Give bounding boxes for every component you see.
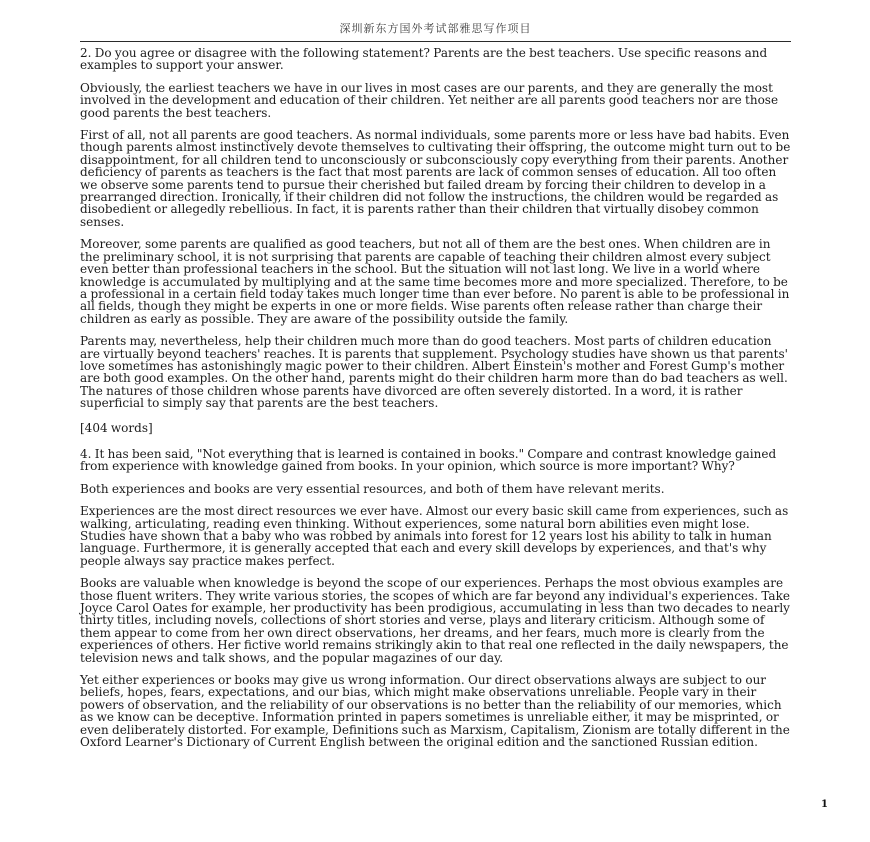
page-number: 1 xyxy=(821,799,828,810)
essay-paragraph: Books are valuable when knowledge is beyond the scope of our experiences. Perhaps the most obvious examples are those fluent writers. They write various stories, the scopes of which are far beyond any individual's experiences. Take Joyce Carol Oates for example, her productivity has been prodigious, accumulating in less than two decades to nearly thirty titles, including novels, collections of short stories and verse, plays and literary criticism. Although some of them appear to come from her own direct observations, her dreams, and her fears, much more is clearly from the experiences of others. Her fictive world remains strikingly akin to that real one reflected in the daily newspapers, the television news and talk shows, and the popular magazines of our day. xyxy=(80,576,790,665)
essay-paragraph: Moreover, some parents are qualified as good teachers, but not all of them are the best ones. When children are in the preliminary school, it is not surprising that parents are capable of teaching their children almost every subject even better than professional teachers in the school. But the situation will not last long. We live in a world where knowledge is accumulated by multiplying and at the same time becomes more and more specialized. Therefore, to be a professional in a certain field today takes much longer time than ever before. No parent is able to be professional in all fields, though they might be experts in one or more fields. Wise parents often release rather than charge their children as early as possible. They are aware of the possibility outside the family. xyxy=(80,237,790,326)
essay-question-parents: 2. Do you agree or disagree with the following statement? Parents are the best teachers. Use specific reasons and examples to support your answer. xyxy=(80,46,768,73)
header-title: 深圳新东方国外考试部雅思写作项目 xyxy=(339,22,532,35)
essay-question-books: 4. It has been said, "Not everything that is learned is contained in books." Compare and contrast knowledge gained from experience with knowledge gained from books. In your opinion, which source is more important? Why? xyxy=(80,446,777,474)
essay-paragraph: Obviously, the earliest teachers we have in our lives in most cases are our parents, and they are generally the most involved in the development and education of their children. Yet neither are all parents good teachers nor are those good parents the best teachers. xyxy=(80,80,779,120)
word-count: [404 words] xyxy=(80,420,153,435)
document-header xyxy=(80,20,791,42)
essay-paragraph: Both experiences and books are very essential resources, and both of them have relevant merits. xyxy=(80,481,665,496)
essay-paragraph: Yet either experiences or books may give us wrong information. Our direct observations always are subject to our beliefs, hopes, fears, expectations, and our bias, which might make observations unreliable. People vary in their powers of observation, and the reliability of our observations is no better than the reliability of our memories, which as we know can be deceptive. Information printed in papers sometimes is unreliable either, it may be misprinted, or even deliberately distorted. For example, Definitions such as Marxism, Capitalism, Zionism are totally different in the Oxford Learner's Dictionary of Current English between the original edition and the sanctioned Russian edition. xyxy=(80,673,790,750)
essay-paragraph: Experiences are the most direct resources we ever have. Almost our every basic skill came from experiences, such as walking, articulating, reading even thinking. Without experiences, some natural born abilities even might lose. Studies have shown that a baby who was robbed by animals into forest for 12 years lost his ability to talk in human language. Furthermore, it is generally accepted that each and every skill develops by experiences, and that's why people always say practice makes perfect. xyxy=(80,504,789,568)
essay-paragraph: Parents may, nevertheless, help their children much more than do good teachers. Most parts of children education are virtually beyond teachers' reaches. It is parents that supplement. Psychology studies have shown us that parents' love sometimes has astonishingly magic power to their children. Albert Einstein's mother and Forest Gump's mother are both good examples. On the other hand, parents might do their children harm more than do bad teachers as well. The natures of those children whose parents have divorced are often severely distorted. In a word, it is rather superficial to simply say that parents are the best teachers. xyxy=(80,334,788,411)
essay-paragraph: First of all, not all parents are good teachers. As normal individuals, some parents more or less have bad habits. Even though parents almost instinctively devote themselves to cultivating their offspring, the outcome might turn out to be disappointment, for all children tend to unconsciously or subconsciously copy everything from their parents. Another deficiency of parents as teachers is the fact that most parents are lack of common senses of education. All too often we observe some parents tend to pursue their cherished but failed dream by forcing their children to develop in a prearranged direction. Ironically, if their children did not follow the instructions, the children would be regarded as disobedient or allegedly rebellious. In fact, it is parents rather than their children that virtually disobey common senses. xyxy=(80,128,791,229)
document-body xyxy=(80,47,791,759)
